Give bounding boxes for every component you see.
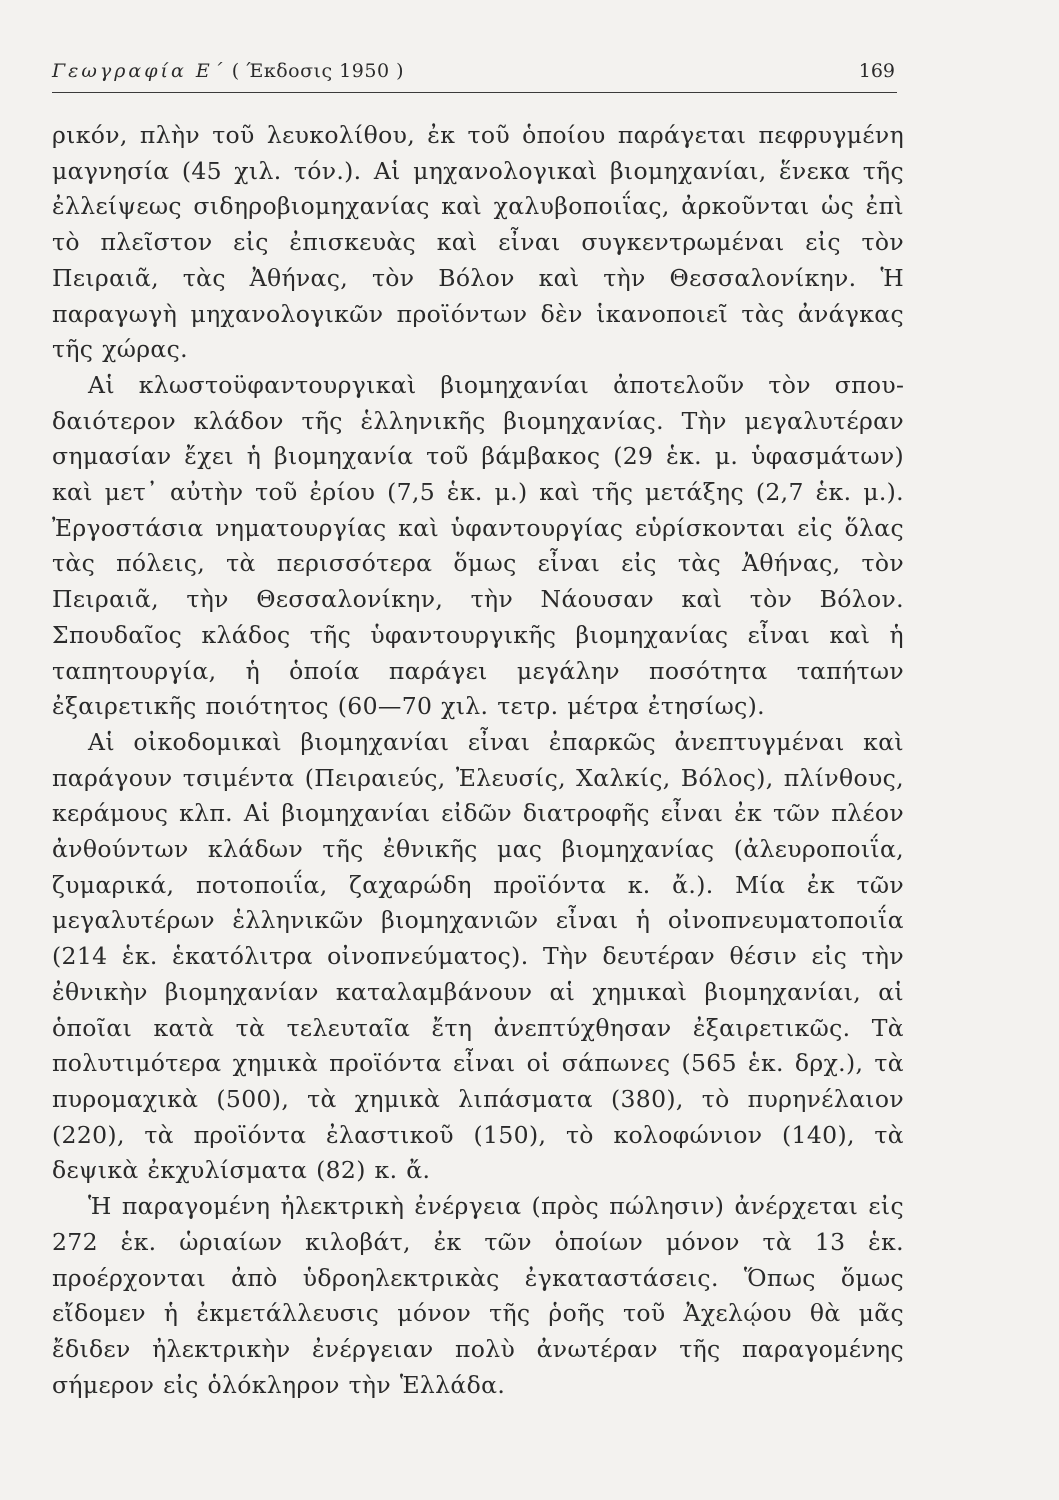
running-head bbox=[52, 60, 404, 82]
body-text bbox=[52, 118, 904, 1403]
paragraph-textile-industry: Αἱ κλωστοϋφαντουργικαὶ βιομηχανίαι ἀποτελοῦν τὸν σπουδαιότερον κλάδον τῆς ἑλληνικῆς βιομηχανίας. Τὴν μεγαλυτέραν σημασίαν ἔχει ἡ βιομηχανία τοῦ βάμβακος (29 ἑκ. μ. ὑφασμάτων) καὶ μετ᾽ αὐτὴν τοῦ ἐρίου (7,5 ἑκ. μ.) καὶ τῆς μετάξης (2,7 ἑκ. μ.). Ἐργοστάσια νηματουργίας καὶ ὑφαντουργίας εὑρίσκονται εἰς ὅλας τὰς πόλεις, τὰ περισσότερα ὅμως εἶναι εἰς τὰς Ἀθήνας, τὸν Πειραιᾶ, τὴν Θεσσαλονίκην, τὴν Νάουσαν καὶ τὸν Βόλον. Σπουδαῖος κλάδος τῆς ὑφαντουργικῆς βιομηχανίας εἶναι καὶ ἡ ταπητουργία, ἡ ὁποία παράγει μεγάλην ποσότητα ταπήτων ἐξαιρετικῆς ποιότητος (60—70 χιλ. τετρ. μέτρα ἐτησίως). bbox=[52, 370, 904, 721]
book-title: Γεωγραφία Ε΄ bbox=[52, 60, 226, 82]
paragraph-electric-energy: Ἡ παραγομένη ἠλεκτρικὴ ἐνέργεια (πρὸς πώλησιν) ἀνέρχεται εἰς 272 ἑκ. ὡριαίων κιλοβάτ, ἐκ τῶν ὁποίων μόνον τὰ 13 ἑκ. προέρχονται ἀπὸ ὑδροηλεκτρικὰς ἐγκαταστάσεις. Ὅπως ὅμως εἴδομεν ἡ ἐκμετάλλευσις μόνον τῆς ῥοῆς τοῦ Ἀχελῴου θὰ μᾶς ἔδιδεν ἠλεκτρικὴν ἐνέργειαν πολὺ ἀνωτέραν τῆς παραγομένης σήμερον εἰς ὁλόκληρον τὴν Ἑλλάδα. bbox=[52, 1192, 904, 1399]
page-number: 169 bbox=[858, 60, 895, 82]
paragraph-continuation: ρικόν, πλὴν τοῦ λευκολίθου, ἐκ τοῦ ὁποίου παράγεται πεφρυγμένη μαγνησία (45 χιλ. τόν.). Αἱ μηχανολογικαὶ βιομηχανίαι, ἕνεκα τῆς ἐλλείψεως σιδηροβιομηχανίας καὶ χαλυβοποιΐας, ἀρκοῦνται ὡς ἐπὶ τὸ πλεῖστον εἰς ἐπισκευὰς καὶ εἶναι συγκεντρωμέναι εἰς τὸν Πειραιᾶ, τὰς Ἀθήνας, τὸν Βόλον καὶ τὴν Θεσσαλονίκην. Ἡ παραγωγὴ μηχανολογικῶν προϊόντων δὲν ἱκανοποιεῖ τὰς ἀνάγκας τῆς χώρας. bbox=[52, 121, 904, 364]
page-header bbox=[52, 54, 897, 93]
edition-note: ( Έκδοσις 1950 ) bbox=[231, 60, 404, 82]
paragraph-construction-chemical-industry: Αἱ οἰκοδομικαὶ βιομηχανίαι εἶναι ἐπαρκῶς ἀνεπτυγμέναι καὶ παράγουν τσιμέντα (Πειραιεύς, Ἐλευσίς, Χαλκίς, Βόλος), πλίνθους, κεράμους κλπ. Αἱ βιομηχανίαι εἰδῶν διατροφῆς εἶναι ἐκ τῶν πλέον ἀνθούντων κλάδων τῆς ἐθνικῆς μας βιομηχανίας (ἀλευροποιΐα, ζυμαρικά, ποτοποιΐα, ζαχαρώδη προϊόντα κ. ἄ.). Μία ἐκ τῶν μεγαλυτέρων ἑλληνικῶν βιομηχανιῶν εἶναι ἡ οἰνοπνευματοποιΐα (214 ἑκ. ἑκατόλιτρα οἰνοπνεύματος). Τὴν δευτέραν θέσιν εἰς τὴν ἐθνικὴν βιομηχανίαν καταλαμβάνουν αἱ χημικαὶ βιομηχανίαι, αἱ ὁποῖαι κατὰ τὰ τελευταῖα ἔτη ἀνεπτύχθησαν ἐξαιρετικῶς. Τὰ πολυτιμότερα χημικὰ προϊόντα εἶναι οἱ σάπωνες (565 ἑκ. δρχ.), τὰ πυρομαχικὰ (500), τὰ χημικὰ λιπάσματα (380), τὸ πυρηνέλαιον (220), τὰ προϊόντα ἐλαστικοῦ (150), τὸ κολοφώνιον (140), τὰ δεψικὰ ἐκχυλίσματα (82) κ. ἄ. bbox=[52, 727, 904, 1185]
